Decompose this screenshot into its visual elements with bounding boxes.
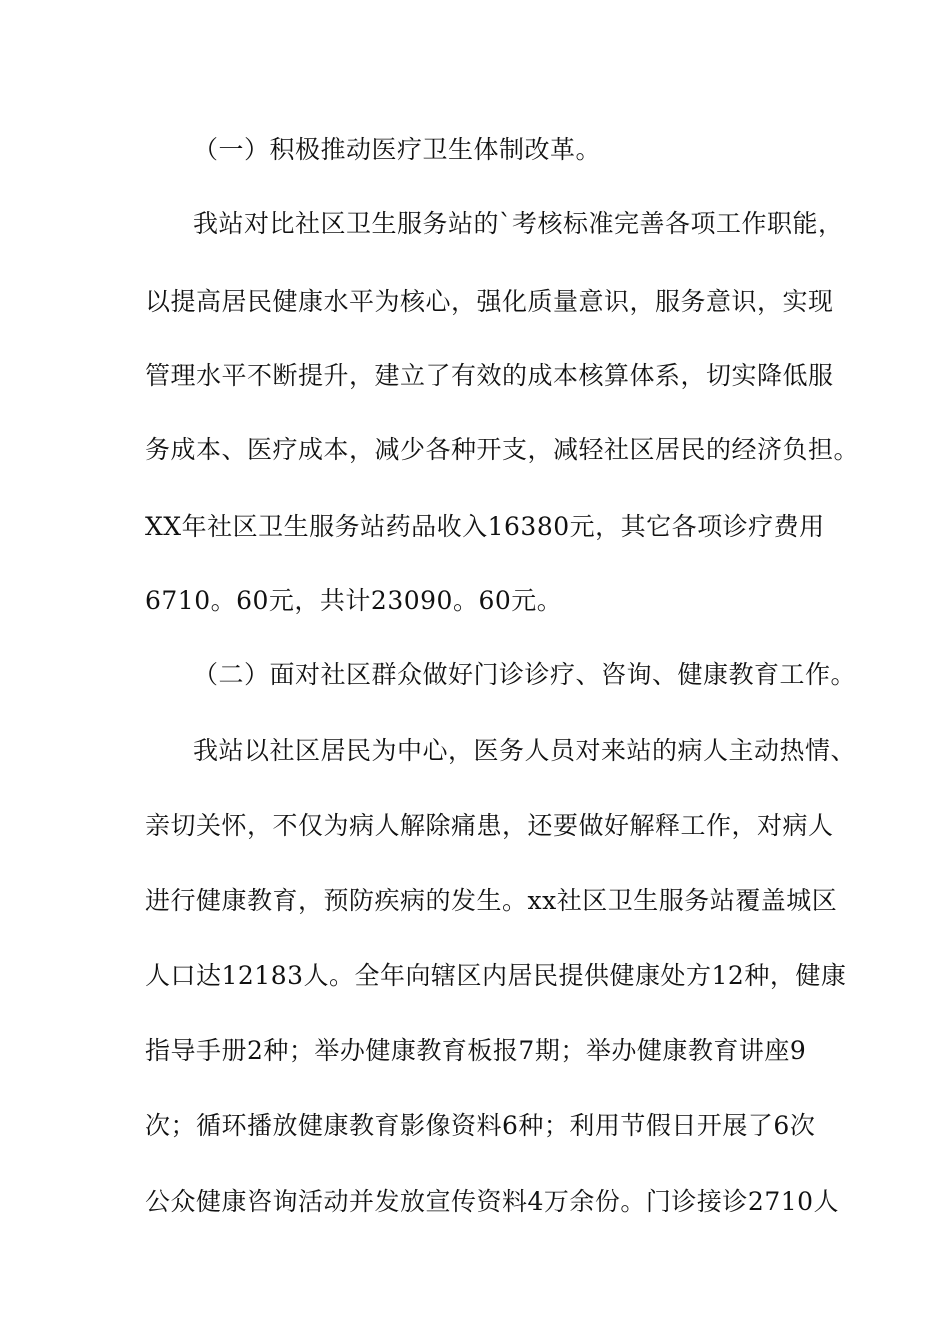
paragraph-line: 次；循环播放健康教育影像资料6种；利用节假日开展了6次 <box>145 1111 816 1140</box>
paragraph-line: 我站对比社区卫生服务站的`考核标准完善各项工作职能， <box>193 209 844 238</box>
paragraph-line: 我站以社区居民为中心，医务人员对来站的病人主动热情、 <box>193 736 857 765</box>
paragraph-line: 亲切关怀，不仅为病人解除痛患，还要做好解释工作，对病人 <box>145 811 834 840</box>
paragraph-line: 6710。60元，共计23090。60元。 <box>145 586 563 615</box>
paragraph-line: 管理水平不断提升，建立了有效的成本核算体系，切实降低服 <box>145 361 834 390</box>
paragraph-line: 务成本、医疗成本，减少各种开支，减轻社区居民的经济负担。 <box>145 435 860 464</box>
paragraph-line: 以提高居民健康水平为核心，强化质量意识，服务意识，实现 <box>145 287 834 316</box>
paragraph-line: XX年社区卫生服务站药品收入16380元，其它各项诊疗费用 <box>145 512 825 541</box>
paragraph-line: 公众健康咨询活动并发放宣传资料4万余份。门诊接诊2710人 <box>145 1187 840 1216</box>
paragraph-line: 人口达12183人。全年向辖区内居民提供健康处方12种，健康 <box>145 961 847 990</box>
section-heading-1: （一）积极推动医疗卫生体制改革。 <box>193 135 602 164</box>
paragraph-line: 进行健康教育，预防疾病的发生。xx社区卫生服务站覆盖城区 <box>145 886 838 915</box>
section-heading-2: （二）面对社区群众做好门诊诊疗、咨询、健康教育工作。 <box>193 660 857 689</box>
paragraph-line: 指导手册2种；举办健康教育板报7期；举办健康教育讲座9 <box>145 1036 807 1065</box>
